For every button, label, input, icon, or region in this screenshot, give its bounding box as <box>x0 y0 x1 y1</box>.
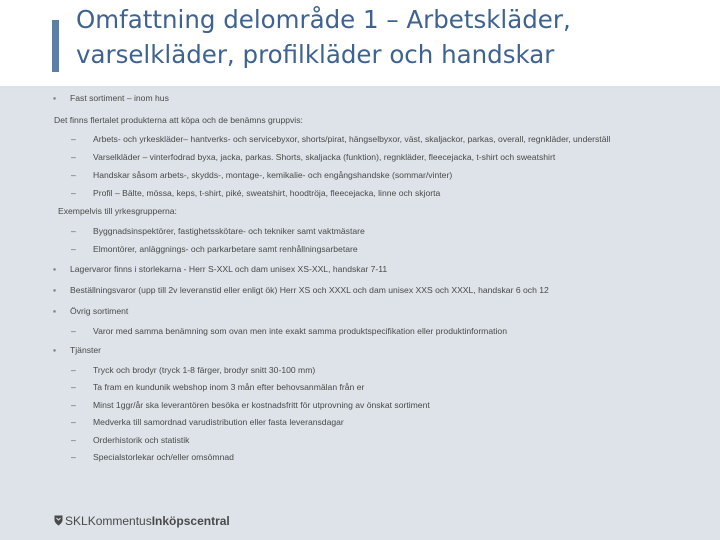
dash-marker: – <box>71 170 76 180</box>
dash-marker: – <box>71 365 76 375</box>
bullet-marker: ▪ <box>53 93 57 103</box>
dash-marker: – <box>71 435 76 445</box>
sub-bullet-webshop: – Ta fram en kundunik webshop inom 3 mån efter behovsanmälan från er <box>71 382 365 392</box>
dash-marker: – <box>71 326 76 336</box>
bullet-fast-sortiment: ▪ Fast sortiment – inom hus <box>53 93 169 103</box>
sub-bullet-tryck: – Tryck och brodyr (tryck 1-8 färger, brodyr snitt 30-100 mm) <box>71 365 316 375</box>
sub-bullet-besok: – Minst 1ggr/år ska leverantören besöka er kostnadsfritt för utprovning av önskat sortiment <box>71 400 430 410</box>
skl-kommentus-logo <box>54 514 230 528</box>
bullet-lagervaror: ▪ Lagervaror finns i storlekarna - Herr S-XXL och dam unisex XS-XXL, handskar 7-11 <box>53 264 388 274</box>
dash-marker: – <box>71 452 76 462</box>
bullet-marker: ▪ <box>53 345 57 355</box>
sub-bullet-byggnadsinspektorer: – Byggnadsinspektörer, fastighetsskötare- och tekniker samt vaktmästare <box>71 226 365 236</box>
dash-marker: – <box>71 244 76 254</box>
bullet-marker: ▪ <box>53 264 57 274</box>
intro-text: Det finns flertalet produkterna att köpa och de benämns gruppvis: <box>54 115 303 125</box>
dash-marker: – <box>71 400 76 410</box>
sub-bullet-specialstorlekar: – Specialstorlekar och/eller omsömnad <box>71 452 234 462</box>
sub-bullet-varselklader: – Varselkläder – vinterfodrad byxa, jacka, parkas. Shorts, skaljacka (funktion), regnkläder, fleecejacka, t-shirt och sweatshirt <box>71 152 556 162</box>
dash-marker: – <box>71 226 76 236</box>
sub-bullet-medverka: – Medverka till samordnad varudistribution eller fasta leveransdagar <box>71 417 344 427</box>
bullet-ovrig-sortiment: ▪ Övrig sortiment <box>53 306 129 316</box>
sub-bullet-handskar: – Handskar såsom arbets-, skydds-, montage-, kemikalie- och engångshandske (sommar/vinter) <box>71 170 453 180</box>
sub-bullet-profil: – Profil – Bälte, mössa, keps, t-shirt, piké, sweatshirt, hoodtröja, fleecejacka, linne och skjorta <box>71 188 441 198</box>
bullet-marker: ▪ <box>53 285 57 295</box>
exempel-text: Exempelvis till yrkesgrupperna: <box>58 206 177 216</box>
bullet-tjanster: ▪ Tjänster <box>53 345 102 355</box>
dash-marker: – <box>71 152 76 162</box>
bullet-bestallningsvaror: ▪ Beställningsvaror (upp till 2v leveranstid eller enligt ök) Herr XS och XXXL och dam unisex XXS och XXXL, handskar 6 och 12 <box>53 285 549 295</box>
title-accent-bar <box>52 20 59 72</box>
dash-marker: – <box>71 134 76 144</box>
dash-marker: – <box>71 188 76 198</box>
title-line-2: varselkläder, profilkläder och handskar <box>76 40 555 69</box>
logo-text-inkopscentral: Inköpscentral <box>151 514 230 528</box>
sub-bullet-arbetsklader: – Arbets- och yrkeskläder– hantverks- och servicebyxor, shorts/pirat, hängselbyxor, väst, skaljackor, parkas, overall, regnkläder, underställ <box>71 134 611 144</box>
dash-marker: – <box>71 382 76 392</box>
bullet-marker: ▪ <box>53 306 57 316</box>
sub-bullet-varor: – Varor med samma benämning som ovan men inte exakt samma produktspecifikation eller produktinformation <box>71 326 507 336</box>
shield-icon <box>54 515 63 526</box>
title-line-1: Omfattning delområde 1 – Arbetskläder, <box>76 5 571 34</box>
sub-bullet-elmontorer: – Elmontörer, anläggnings- och parkarbetare samt renhållningsarbetare <box>71 244 358 254</box>
dash-marker: – <box>71 417 76 427</box>
logo-text-skl: SKL <box>65 514 88 528</box>
slide-title <box>76 2 706 72</box>
logo-text-kommentus: Kommentus <box>87 514 152 528</box>
sub-bullet-orderhistorik: – Orderhistorik och statistik <box>71 435 190 445</box>
